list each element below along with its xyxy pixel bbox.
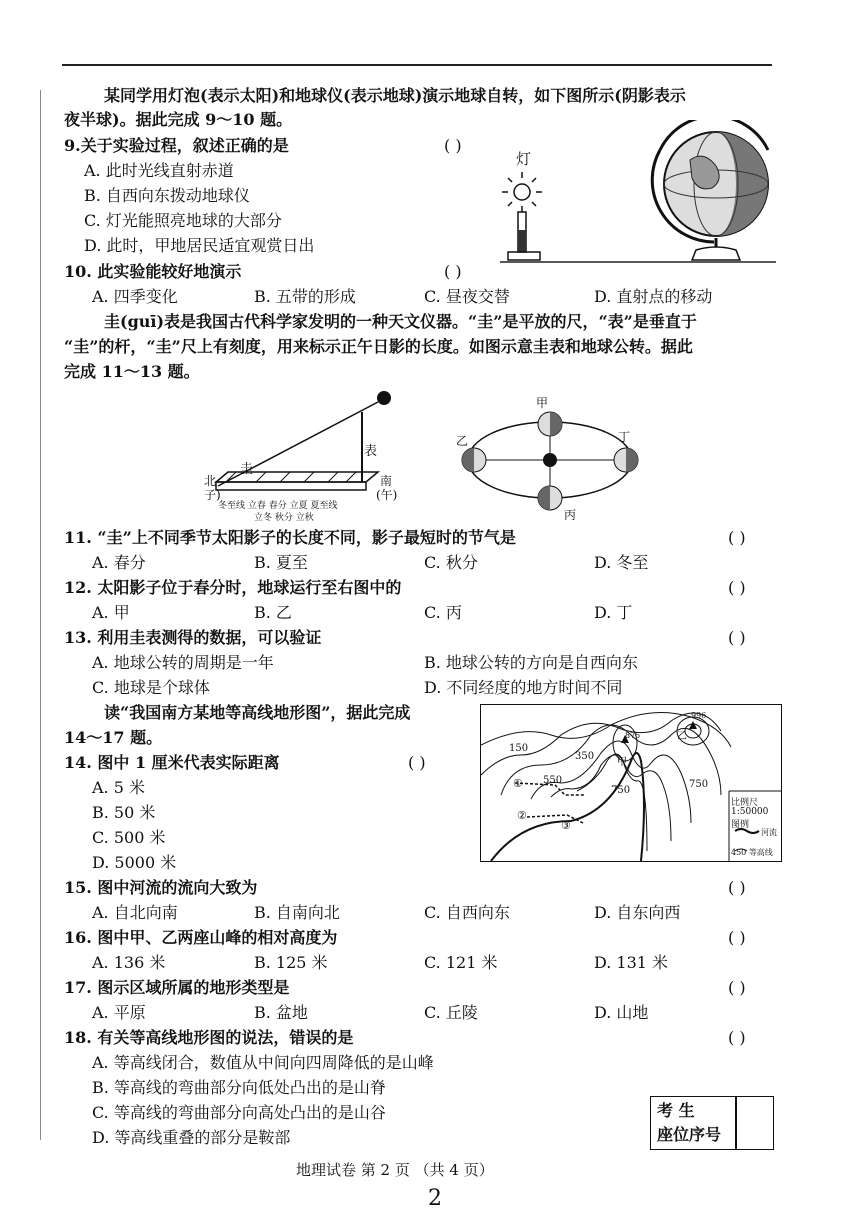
q18-option-d[interactable]: D. 等高线重叠的部分是鞍部 — [92, 1128, 291, 1147]
q15-option-b[interactable]: B. 自南向北 — [254, 903, 340, 922]
peak-jia-height: 875 — [625, 731, 641, 740]
q10-option-d[interactable]: D. 直射点的移动 — [594, 287, 713, 306]
q14-option-a[interactable]: A. 5 米 — [92, 778, 145, 797]
gui-ticks-bottom: 立冬 秋分 立秋 — [254, 513, 314, 523]
south-label: 南 — [380, 474, 393, 488]
q13-option-a[interactable]: A. 地球公转的周期是一年 — [92, 653, 274, 672]
q14-stem: 14. 图中 1 厘米代表实际距离 — [64, 753, 280, 772]
lamp-label: 灯 — [516, 150, 532, 168]
intro2-line1: 圭(guī)表是我国古代科学家发明的一种天文仪器。“圭”是平放的尺，“表”是垂直于 — [104, 312, 697, 331]
gui-ticks-top: 冬至线 立春 春分 立夏 夏至线 — [218, 501, 338, 511]
q14-answer-paren[interactable]: ( ) — [408, 753, 426, 772]
q18-option-c[interactable]: C. 等高线的弯曲部分向高处凸出的是山谷 — [92, 1103, 386, 1122]
intro1-line1: 某同学用灯泡(表示太阳)和地球仪(表示地球)演示地球自转，如下图所示(阴影表示 — [104, 86, 686, 105]
north-label-2: 子) — [204, 488, 221, 502]
legend-scale-label: 比例尺 — [731, 798, 759, 808]
orbit-jia-label: 甲 — [536, 396, 549, 410]
orbit-bing-label: 丙 — [564, 508, 577, 522]
lamp-icon — [502, 172, 542, 260]
q18-stem: 18. 有关等高线地形图的说法，错误的是 — [64, 1028, 354, 1047]
orbit-figure — [456, 394, 646, 520]
contour-map-figure — [480, 704, 782, 862]
intro3-line1: 读“我国南方某地等高线地形图”，据此完成 — [104, 703, 411, 722]
q17-option-d[interactable]: D. 山地 — [594, 1003, 649, 1022]
q10-answer-paren[interactable]: ( ) — [444, 262, 462, 281]
q11-stem: 11. “圭”上不同季节太阳影子的长度不同，影子最短时的节气是 — [64, 528, 516, 547]
q17-option-a[interactable]: A. 平原 — [92, 1003, 146, 1022]
contour-label-750a: 750 — [611, 785, 631, 796]
orbit-yi-label: 乙 — [456, 434, 469, 448]
q18-option-a[interactable]: A. 等高线闭合，数值从中间向四周降低的是山峰 — [92, 1053, 434, 1072]
q12-option-a[interactable]: A. 甲 — [92, 603, 130, 622]
contour-map-svg — [481, 705, 781, 861]
contour-label-350: 350 — [575, 751, 595, 762]
left-margin-rule — [40, 90, 41, 1140]
q12-stem: 12. 太阳影子位于春分时，地球运行至右图中的 — [64, 578, 402, 597]
q15-option-c[interactable]: C. 自西向东 — [424, 903, 510, 922]
q18-option-b[interactable]: B. 等高线的弯曲部分向低处凸出的是山脊 — [92, 1078, 386, 1097]
legend-river-label: 河流 — [761, 828, 777, 837]
q9-option-a[interactable]: A. 此时光线直射赤道 — [84, 161, 234, 180]
gui-label: 圭 — [240, 462, 254, 477]
north-label: 北 — [204, 474, 217, 488]
biao-label: 表 — [364, 444, 378, 459]
intro1-line2: 夜半球)。据此完成 9～10 题。 — [64, 110, 293, 129]
seat-box-divider — [735, 1097, 737, 1149]
q15-option-a[interactable]: A. 自北向南 — [92, 903, 178, 922]
page-number: 2 — [428, 1186, 442, 1211]
legend-title: 图例 — [731, 820, 750, 830]
q9-answer-paren[interactable]: ( ) — [444, 136, 462, 155]
q13-option-d[interactable]: D. 不同经度的地方时间不同 — [424, 678, 623, 697]
q16-option-b[interactable]: B. 125 米 — [254, 953, 328, 972]
q16-answer-paren[interactable]: ( ) — [728, 928, 746, 947]
q18-answer-paren[interactable]: ( ) — [728, 1028, 746, 1047]
q15-answer-paren[interactable]: ( ) — [728, 878, 746, 897]
contour-label-750b: 750 — [689, 779, 709, 790]
q13-stem: 13. 利用圭表测得的数据，可以验证 — [64, 628, 322, 647]
q14-option-c[interactable]: C. 500 米 — [92, 828, 166, 847]
seat-label-line1: 考 生 — [657, 1101, 695, 1120]
guibiao-figure — [196, 386, 416, 526]
south-label-2: (午) — [376, 488, 398, 502]
q9-option-c[interactable]: C. 灯光能照亮地球的大部分 — [84, 211, 282, 230]
q12-answer-paren[interactable]: ( ) — [728, 578, 746, 597]
q12-option-c[interactable]: C. 丙 — [424, 603, 462, 622]
q15-option-d[interactable]: D. 自东向西 — [594, 903, 681, 922]
q9-option-b[interactable]: B. 自西向东拨动地球仪 — [84, 186, 250, 205]
q16-option-c[interactable]: C. 121 米 — [424, 953, 498, 972]
q17-option-b[interactable]: B. 盆地 — [254, 1003, 308, 1022]
q13-answer-paren[interactable]: ( ) — [728, 628, 746, 647]
q17-option-c[interactable]: C. 丘陵 — [424, 1003, 478, 1022]
legend-contour-label: 450 等高线 — [731, 848, 773, 857]
q16-option-d[interactable]: D. 131 米 — [594, 953, 669, 972]
q17-stem: 17. 图示区域所属的地形类型是 — [64, 978, 290, 997]
seat-number-box[interactable] — [650, 1096, 774, 1150]
orbit-svg — [456, 394, 646, 520]
globe-icon — [652, 120, 768, 260]
q10-option-c[interactable]: C. 昼夜交替 — [424, 287, 510, 306]
lamp-globe-svg — [500, 120, 780, 270]
q10-stem: 10. 此实验能较好地演示 — [64, 262, 242, 281]
earth-ding-icon — [614, 448, 638, 472]
top-rule — [62, 64, 772, 66]
q11-option-c[interactable]: C. 秋分 — [424, 553, 478, 572]
intro2-line2: “圭”的杆，“圭”尺上有刻度，用来标示正午日影的长度。如图示意圭表和地球公转。据此 — [64, 337, 693, 356]
q11-option-b[interactable]: B. 夏至 — [254, 553, 308, 572]
point-3-label: ③ — [561, 819, 571, 832]
contour-label-150: 150 — [509, 743, 529, 754]
q11-option-d[interactable]: D. 冬至 — [594, 553, 649, 572]
earth-yi-icon — [462, 448, 486, 472]
q12-option-b[interactable]: B. 乙 — [254, 603, 292, 622]
intro3-line2: 14～17 题。 — [64, 728, 163, 747]
q17-answer-paren[interactable]: ( ) — [728, 978, 746, 997]
q9-option-d[interactable]: D. 此时，甲地居民适宜观赏日出 — [84, 236, 315, 255]
q11-answer-paren[interactable]: ( ) — [728, 528, 746, 547]
peak-yi-label: 乙 — [677, 731, 687, 742]
earth-bing-icon — [538, 486, 562, 510]
q11-option-a[interactable]: A. 春分 — [92, 553, 146, 572]
q16-option-a[interactable]: A. 136 米 — [92, 953, 166, 972]
peak-yi-icon — [689, 721, 697, 729]
earth-jia-icon — [538, 412, 562, 436]
contour-label-550: 550 — [543, 775, 563, 786]
intro2-line3: 完成 11～13 题。 — [64, 362, 200, 381]
orbit-ding-label: 丁 — [618, 430, 631, 444]
q12-option-d[interactable]: D. 丁 — [594, 603, 633, 622]
peak-yi-height: 996 — [691, 711, 707, 720]
q13-option-b[interactable]: B. 地球公转的方向是自西向东 — [424, 653, 638, 672]
q16-stem: 16. 图中甲、乙两座山峰的相对高度为 — [64, 928, 338, 947]
q10-option-a[interactable]: A. 四季变化 — [92, 287, 178, 306]
peak-jia-label: 甲 — [617, 757, 627, 768]
point-2-label: ② — [517, 809, 527, 822]
q13-option-c[interactable]: C. 地球是个球体 — [92, 678, 210, 697]
seat-label-line2: 座位序号 — [657, 1125, 722, 1144]
q14-option-d[interactable]: D. 5000 米 — [92, 853, 177, 872]
lamp-globe-figure — [500, 120, 780, 270]
q14-option-b[interactable]: B. 50 米 — [92, 803, 156, 822]
point-1-label: ① — [513, 777, 523, 790]
q10-option-b[interactable]: B. 五带的形成 — [254, 287, 356, 306]
q9-stem: 9.关于实验过程，叙述正确的是 — [64, 136, 289, 155]
q15-stem: 15. 图中河流的流向大致为 — [64, 878, 258, 897]
legend-ratio: 1:50000 — [731, 807, 769, 817]
footer-text: 地理试卷 第 2 页 （共 4 页） — [296, 1161, 494, 1179]
